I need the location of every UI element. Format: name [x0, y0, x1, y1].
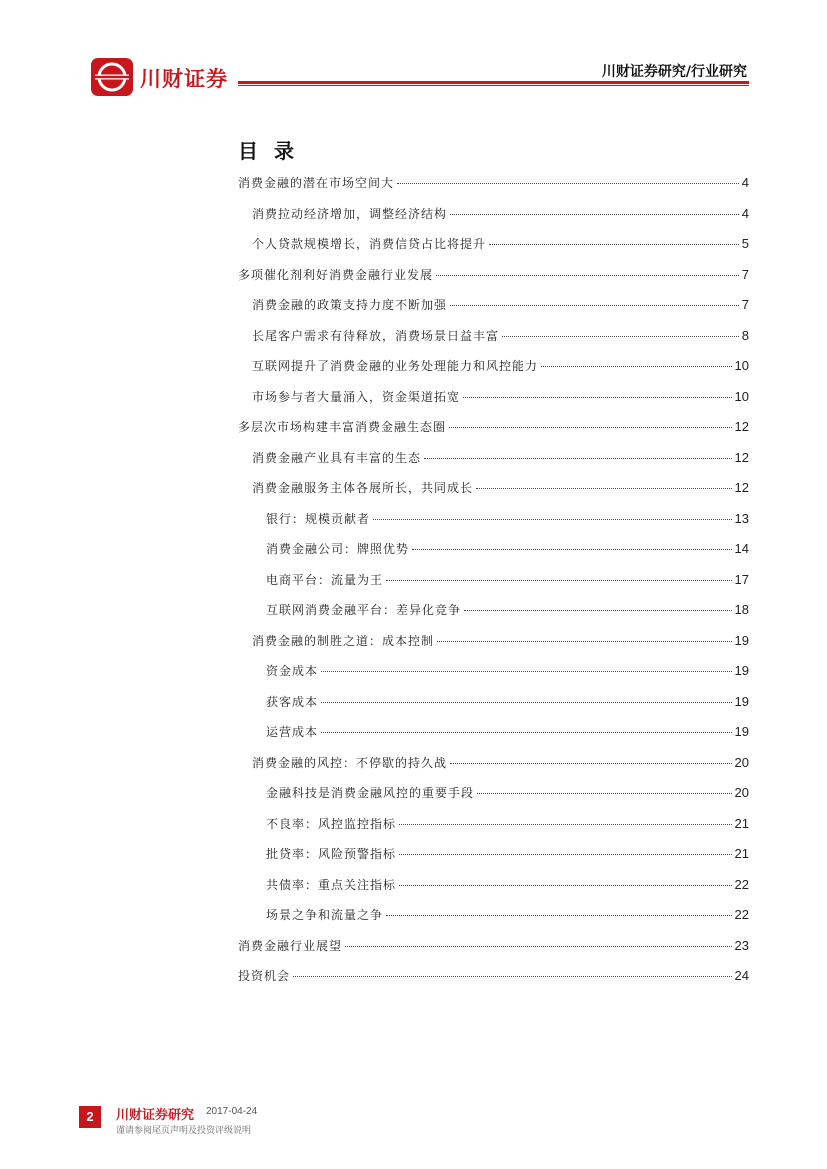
toc-entry-title: 多层次市场构建丰富消费金融生态圈 — [238, 420, 447, 434]
toc-entry[interactable] — [238, 687, 749, 718]
toc-leader-dots — [321, 731, 732, 733]
toc-leader-dots — [397, 182, 739, 184]
toc-entry[interactable] — [238, 473, 749, 504]
footer-disclaimer: 谨请参阅尾页声明及投资评级说明 — [116, 1126, 252, 1136]
toc-leader-dots — [489, 243, 739, 245]
toc-entry-title: 共债率：重点关注指标 — [266, 877, 397, 892]
toc-entry-page: 10 — [734, 358, 749, 373]
toc-title: 目录 — [238, 139, 310, 163]
toc-leader-dots — [502, 335, 739, 337]
toc-entry[interactable] — [238, 778, 749, 809]
toc-leader-dots — [464, 609, 732, 611]
toc-leader-dots — [450, 762, 732, 764]
toc-entry-page: 19 — [734, 663, 749, 678]
toc-leader-dots — [293, 975, 732, 977]
footer-brand: 川财证券研究 — [116, 1108, 195, 1123]
toc-entry-title: 消费拉动经济增加，调整经济结构 — [252, 206, 448, 221]
toc-entry-page: 19 — [734, 693, 749, 709]
toc-entry-page: 12 — [734, 419, 749, 434]
toc-entry[interactable] — [238, 961, 749, 992]
toc-entry-title: 消费金融公司：牌照优势 — [266, 542, 410, 556]
toc-entry-title: 场景之争和流量之争 — [266, 908, 384, 922]
toc-entry-title: 消费金融的政策支持力度不断加强 — [252, 298, 448, 312]
toc-entry[interactable] — [238, 595, 749, 626]
toc-entry-page: 22 — [734, 876, 749, 892]
toc-entry-page: 19 — [734, 724, 749, 739]
toc-leader-dots — [321, 701, 732, 703]
toc-entry[interactable] — [238, 260, 749, 291]
toc-leader-dots — [424, 457, 732, 459]
toc-entry[interactable] — [238, 748, 749, 779]
toc-entry[interactable] — [238, 351, 749, 382]
header-rule — [238, 81, 749, 84]
toc-entry-page: 8 — [741, 327, 749, 343]
toc-leader-dots — [373, 518, 732, 520]
toc-leader-dots — [437, 640, 732, 642]
toc-entry[interactable] — [238, 656, 749, 687]
toc-entry-title: 电商平台：流量为王 — [266, 572, 384, 587]
toc-entry-page: 7 — [741, 266, 749, 282]
toc-entry[interactable] — [238, 321, 749, 352]
toc-leader-dots — [386, 914, 732, 916]
toc-entry[interactable] — [238, 504, 749, 535]
page-number: 2 — [79, 1106, 101, 1128]
toc-entry-page: 4 — [741, 175, 749, 190]
toc-leader-dots — [399, 884, 732, 886]
toc-leader-dots — [476, 487, 732, 489]
toc-entry[interactable] — [238, 168, 749, 199]
toc-entry-page: 5 — [741, 236, 749, 251]
toc-entry-title: 市场参与者大量涌入，资金渠道拓宽 — [252, 389, 461, 404]
toc-leader-dots — [541, 365, 732, 367]
toc-entry-page: 7 — [741, 297, 749, 312]
page-header — [0, 0, 827, 110]
toc-entry-title: 获客成本 — [266, 694, 319, 709]
toc-leader-dots — [345, 945, 732, 947]
toc-entry-title: 投资机会 — [238, 969, 291, 983]
table-of-contents — [238, 168, 749, 992]
toc-entry[interactable] — [238, 382, 749, 413]
toc-entry[interactable] — [238, 870, 749, 901]
toc-entry[interactable] — [238, 931, 749, 962]
toc-entry-page: 21 — [734, 815, 749, 831]
toc-entry-page: 10 — [734, 388, 749, 404]
toc-leader-dots — [399, 853, 732, 855]
toc-entry-page: 17 — [734, 571, 749, 587]
toc-entry[interactable] — [238, 199, 749, 230]
toc-entry-title: 互联网消费金融平台：差异化竞争 — [266, 603, 462, 617]
toc-entry-title: 长尾客户需求有待释放，消费场景日益丰富 — [252, 328, 500, 343]
toc-entry-title: 运营成本 — [266, 725, 319, 739]
footer-date: 2017-04-24 — [206, 1106, 258, 1117]
toc-entry-page: 12 — [734, 480, 749, 495]
toc-entry-page: 13 — [734, 510, 749, 526]
toc-entry-title: 多项催化剂利好消费金融行业发展 — [238, 267, 434, 282]
toc-entry-title: 消费金融服务主体各展所长，共同成长 — [252, 481, 474, 495]
toc-leader-dots — [412, 548, 732, 550]
toc-leader-dots — [450, 304, 739, 306]
toc-entry[interactable] — [238, 839, 749, 870]
toc-entry-page: 20 — [734, 754, 749, 770]
toc-entry[interactable] — [238, 443, 749, 474]
toc-leader-dots — [477, 792, 732, 794]
toc-entry-title: 不良率：风控监控指标 — [266, 816, 397, 831]
toc-entry[interactable] — [238, 900, 749, 931]
chuancai-logo-icon — [91, 58, 133, 96]
header-section-title: 川财证券研究/行业研究 — [601, 64, 747, 80]
toc-leader-dots — [386, 579, 732, 581]
toc-entry[interactable] — [238, 412, 749, 443]
toc-entry-page: 23 — [734, 937, 749, 953]
toc-entry-title: 资金成本 — [266, 664, 319, 678]
toc-leader-dots — [321, 670, 732, 672]
toc-entry[interactable] — [238, 290, 749, 321]
toc-entry-page: 14 — [734, 541, 749, 556]
toc-entry-title: 金融科技是消费金融风控的重要手段 — [266, 786, 475, 800]
toc-entry-title: 批贷率：风险预警指标 — [266, 847, 397, 861]
header-rule-thin — [238, 85, 749, 86]
toc-entry-title: 消费金融的风控：不停歇的持久战 — [252, 755, 448, 770]
toc-entry-title: 互联网提升了消费金融的业务处理能力和风控能力 — [252, 359, 539, 373]
toc-leader-dots — [436, 274, 739, 276]
toc-entry[interactable] — [238, 809, 749, 840]
toc-entry-page: 24 — [734, 968, 749, 983]
toc-entry[interactable] — [238, 717, 749, 748]
toc-entry-page: 4 — [741, 205, 749, 221]
toc-entry-title: 消费金融的制胜之道：成本控制 — [252, 633, 435, 648]
toc-leader-dots — [449, 426, 732, 428]
toc-entry-title: 银行：规模贡献者 — [266, 511, 371, 526]
toc-entry-title: 消费金融产业具有丰富的生态 — [252, 450, 422, 465]
toc-entry-page: 18 — [734, 602, 749, 617]
toc-entry[interactable] — [238, 229, 749, 260]
brand-name: 川财证券 — [140, 67, 228, 91]
toc-entry[interactable] — [238, 565, 749, 596]
page-footer — [0, 1100, 827, 1169]
toc-leader-dots — [450, 213, 739, 215]
toc-entry-page: 21 — [734, 846, 749, 861]
toc-entry[interactable] — [238, 626, 749, 657]
toc-entry-page: 22 — [734, 907, 749, 922]
toc-entry-title: 个人贷款规模增长，消费信贷占比将提升 — [252, 237, 487, 251]
toc-entry-title: 消费金融的潜在市场空间大 — [238, 176, 395, 190]
toc-entry-page: 20 — [734, 785, 749, 800]
toc-leader-dots — [463, 396, 732, 398]
toc-entry[interactable] — [238, 534, 749, 565]
toc-entry-title: 消费金融行业展望 — [238, 938, 343, 953]
toc-leader-dots — [399, 823, 732, 825]
toc-entry-page: 19 — [734, 632, 749, 648]
toc-entry-page: 12 — [734, 449, 749, 465]
